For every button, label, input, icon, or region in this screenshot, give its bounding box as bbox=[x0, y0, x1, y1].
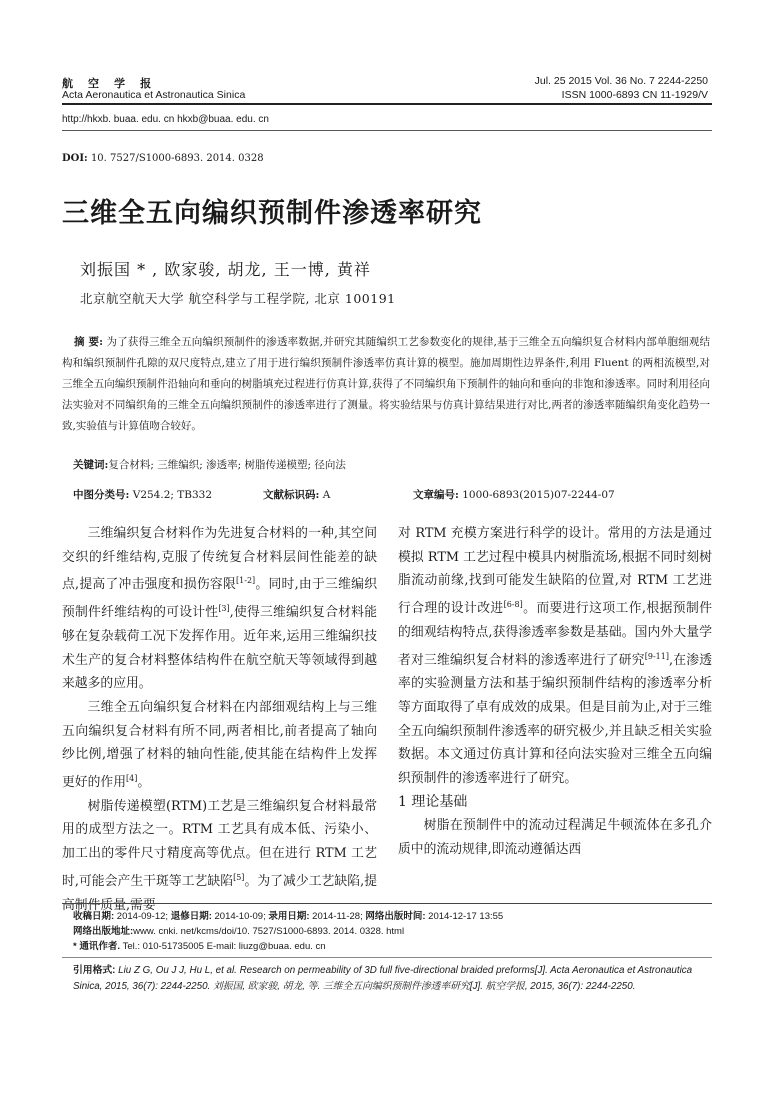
header-rule bbox=[62, 103, 712, 105]
online-label: 网络出版时间: bbox=[365, 911, 426, 922]
citation-ref[interactable]: [5] bbox=[233, 872, 245, 882]
online-url-label: 网络出版地址: bbox=[73, 926, 134, 937]
online-value: 2014-12-17 13:55 bbox=[425, 911, 504, 922]
keywords bbox=[73, 457, 346, 472]
issn-info: ISSN 1000-6893 CN 11-1929/V bbox=[561, 89, 708, 101]
doc-label: 文献标识码: bbox=[263, 489, 320, 501]
body-left-column bbox=[62, 522, 377, 917]
article-label: 文章编号: bbox=[413, 489, 459, 501]
paragraph-text: 。为了减少工艺缺陷,提高制件质量,需要 bbox=[62, 873, 377, 913]
issue-info: Jul. 25 2015 Vol. 36 No. 7 2244-2250 bbox=[534, 75, 708, 87]
corr-value: Tel.: 010-51735005 E-mail: liuzg@buaa. edu. cn bbox=[119, 941, 326, 952]
paragraph-text: 。而要进行这项工作,根据预制件的细观结构特点,获得渗透率参数是基础。国内外大量学者对三维编织复合材料的渗透率进行了研究 bbox=[398, 601, 713, 668]
footnote-rule bbox=[62, 903, 712, 904]
journal-name-cn: 航 空 学 报 bbox=[62, 78, 158, 90]
paragraph-text: 三维全五向编织复合材料在内部细观结构上与三维五向编织复合材料有所不同,两者相比,前者提高了轴向纱比例,增强了材料的轴向性能,使其能在结构件上发挥更好的作用 bbox=[62, 699, 377, 791]
corresponding-author-line bbox=[73, 938, 326, 952]
paragraph bbox=[398, 522, 712, 791]
affiliation: 北京航空航天大学 航空科学与工程学院, 北京 100191 bbox=[80, 291, 396, 306]
abstract bbox=[62, 332, 710, 437]
section-heading: 1 理论基础 bbox=[398, 793, 468, 810]
citation-ref[interactable]: [4] bbox=[125, 774, 138, 784]
online-url-value[interactable]: www. cnki. net/kcms/doi/10. 7527/S1000-6893. 2014. 0328. html bbox=[133, 926, 405, 937]
article-value: 1000-6893(2015)07-2244-07 bbox=[462, 489, 615, 501]
paragraph-text: 。同时,由于三维编织预制件纤维结构的可设计性 bbox=[62, 577, 377, 621]
clc-value: V254.2; TB332 bbox=[132, 489, 213, 501]
revised-value: 2014-10-09; bbox=[211, 911, 269, 922]
citation-ref[interactable]: [3] bbox=[218, 604, 230, 614]
accepted-value: 2014-11-28; bbox=[309, 911, 366, 922]
citation-ref[interactable]: [6-8] bbox=[503, 600, 523, 610]
paragraph: 树脂在预制件中的流动过程满足牛顿流体在多孔介质中的流动规律,即流动遵循达西 bbox=[398, 818, 712, 858]
article-number bbox=[413, 487, 615, 502]
doc-code bbox=[263, 487, 330, 502]
citation-label: 引用格式: bbox=[73, 965, 116, 976]
abstract-text: 为了获得三维全五向编织预制件的渗透率数据,并研究其随编织工艺参数变化的规律,基于三维全五向编织复合材料内部单胞细观结构和编织预制件孔隙的双尺度特点,建立了用于进行编织预制件渗透率仿真计算的模型。施加周期性边界条件,利用 Fluent 的两相流模型,对三维全五向编织预制件沿轴向和垂向的树脂填充过程进行仿真计算,获得了不同编织角下预制件的轴向和垂向的非饱和渗透率。同时利用径向法实验对不同编织角的三维全五向编织预制件的渗透率进行了测量。将实验结果与仿真计算结果进行对比,两者的渗透率随编织角变化趋势一致,实验值与计算值吻合较好。 bbox=[62, 336, 710, 432]
paragraph bbox=[62, 522, 377, 696]
journal-url[interactable]: http://hkxb. buaa. edu. cn hkxb@buaa. edu. cn bbox=[62, 114, 269, 125]
journal-name-en: Acta Aeronautica et Astronautica Sinica bbox=[62, 89, 246, 101]
header-rule-thin bbox=[62, 130, 712, 131]
paper-title: 三维全五向编织预制件渗透率研究 bbox=[62, 198, 482, 229]
doi-line bbox=[62, 153, 264, 164]
doi-label: DOI: bbox=[62, 153, 88, 164]
citation-ref[interactable]: [1-2] bbox=[236, 576, 256, 586]
revised-label: 退修日期: bbox=[170, 911, 212, 922]
doc-value: A bbox=[322, 489, 331, 501]
online-url-line bbox=[73, 923, 404, 937]
dates-line bbox=[73, 908, 503, 922]
clc-code bbox=[73, 487, 212, 502]
paragraph bbox=[62, 696, 377, 795]
paragraph-text: ,使得三维编织复合材料能够在复杂载荷工况下发挥作用。近年来,运用三维编织技术生产的复合材料整体结构件在航空航天等领域得到越来越多的应用。 bbox=[62, 605, 378, 692]
author-list: 刘振国 * , 欧家骏, 胡龙, 王一博, 黄祥 bbox=[80, 260, 371, 279]
clc-label: 中图分类号: bbox=[73, 489, 130, 501]
citation-format bbox=[73, 963, 713, 995]
accepted-label: 录用日期: bbox=[268, 911, 310, 922]
paragraph bbox=[62, 795, 377, 918]
abstract-label: 摘 要: bbox=[74, 336, 103, 348]
paragraph-text: 三维编织复合材料作为先进复合材料的一种,其空间交织的纤维结构,克服了传统复合材料层间性能差的缺点,提高了冲击强度和损伤容限 bbox=[62, 526, 377, 593]
received-value: 2014-09-12; bbox=[114, 911, 171, 922]
corr-label: * 通讯作者. bbox=[73, 941, 120, 952]
keywords-text: 复合材料; 三维编织; 渗透率; 树脂传递模塑; 径向法 bbox=[108, 459, 346, 471]
paragraph-text: ,在渗透率的实验测量方法和基于编织预制件结构的渗透率分析等方面取得了卓有成效的成果。但是目前为止,对于三维全五向编织预制件渗透率的研究极少,并且缺乏相关实验数据。本文通过仿真计算和径向法实验对三维全五向编织预制件的渗透率进行了研究。 bbox=[398, 652, 712, 787]
citation-rule bbox=[62, 957, 712, 958]
paragraph-text: 对 RTM 充模方案进行科学的设计。常用的方法是通过模拟 RTM 工艺过程中模具内树脂流场,根据不同时刻树脂流动前缘,找到可能发生缺陷的位置,对 RTM 工艺进行合理的设计改进 bbox=[398, 526, 712, 617]
body-right-column bbox=[398, 522, 712, 862]
citation-text: Liu Z G, Ou J J, Hu L, et al. Research on permeability of 3D full five-directional braided preforms[J]. Acta Aeronautica et Astronautica Sinica, 2015, 36(7): 2244-2250. 刘振国, 欧家骏, 胡龙, 等. 三维全五向编织预制件渗透率研究[J]. 航空学报, 2015, 36(7): 2244-2250. bbox=[73, 965, 693, 992]
received-label: 收稿日期: bbox=[73, 911, 115, 922]
doi-value[interactable]: 10. 7527/S1000-6893. 2014. 0328 bbox=[87, 153, 264, 164]
paragraph-text: 树脂传递模塑(RTM)工艺是三维编织复合材料最常用的成型方法之一。RTM 工艺具有成本低、污染小、加工出的零件尺寸精度高等优点。但在进行 RTM 工艺时,可能会产生干斑等工艺缺陷 bbox=[62, 798, 377, 889]
citation-ref[interactable]: [9-11] bbox=[644, 651, 669, 661]
paragraph-text: 。 bbox=[137, 775, 151, 791]
keywords-label: 关键词: bbox=[73, 459, 109, 471]
